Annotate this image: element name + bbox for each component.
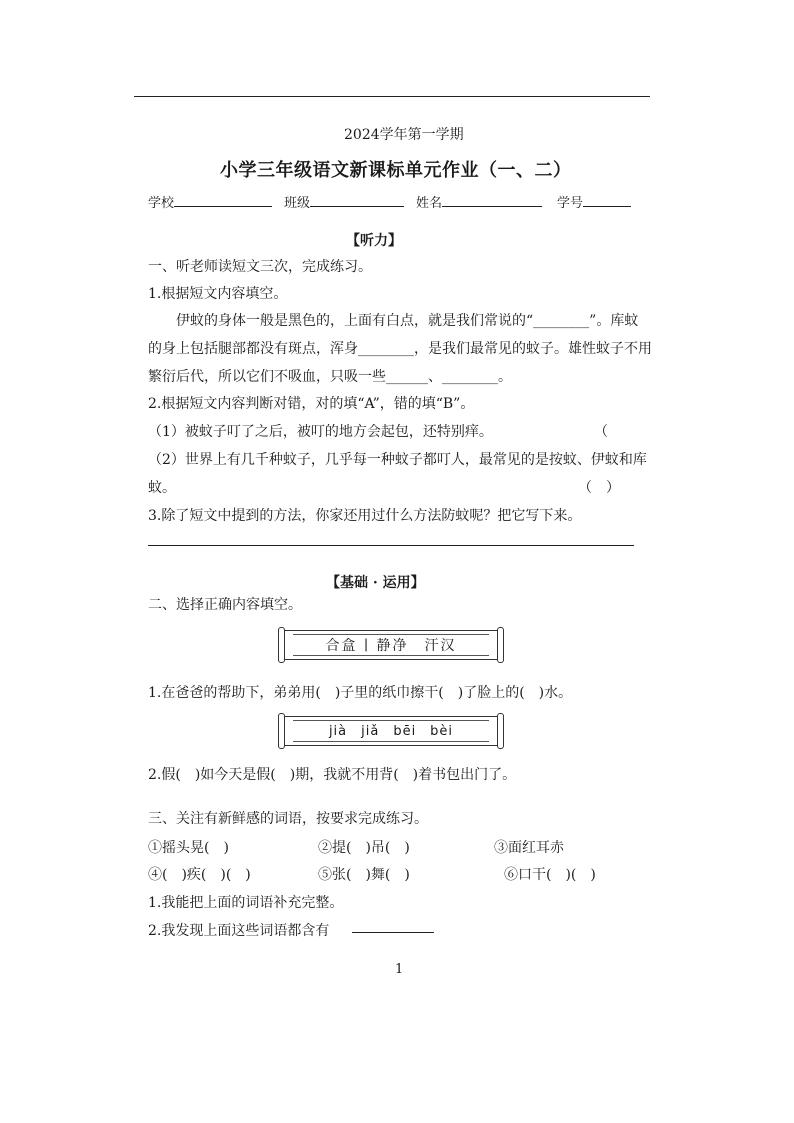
part3-item-4: ④( )疾( )( ) xyxy=(148,867,251,883)
part3-item-6: ⑥口干( )( ) xyxy=(504,867,596,883)
info-field-name xyxy=(416,192,542,211)
part3-instruction: 三、关注有新鲜感的词语，按要求完成练习。 xyxy=(148,811,428,827)
info-field-number-label: 学号 xyxy=(557,196,584,211)
word-choice-box-1-text: 合盒 ∣ 静净 汗汉 xyxy=(325,638,457,654)
pinyin-choice-box-inner xyxy=(293,720,489,742)
word-choice-box-1-inner xyxy=(293,634,489,656)
listening-q2-title: 2.根据短文内容判断对错，对的填“A”，错的填“B”。 xyxy=(148,396,475,412)
part2-question-1: 1.在爸爸的帮助下，弟弟用( )子里的纸巾擦干( )了脸上的( )水。 xyxy=(148,685,573,701)
part3-item-5: ⑤张( )舞( ) xyxy=(318,867,410,883)
listening-q2-item-1: （1）被蚊子叮了之后，被叮的地方会起包，还特别痒。 xyxy=(148,424,493,440)
listening-instruction: 一、听老师读短文三次，完成练习。 xyxy=(148,259,372,275)
listening-q1-title: 1.根据短文内容填空。 xyxy=(148,286,288,302)
part3-question-1: 1.我能把上面的词语补充完整。 xyxy=(148,895,344,911)
top-rule xyxy=(134,96,650,97)
listening-q3-title: 3.除了短文中提到的方法，你家还用过什么方法防蚊呢？把它写下来。 xyxy=(148,508,582,524)
passage-line-2: 的身上包括腿部都没有斑点，浑身________，是我们最常见的蚊子。雄性蚊子不用 xyxy=(148,341,652,357)
term-label: 2024学年第一学期 xyxy=(344,127,464,143)
number-input[interactable] xyxy=(583,194,631,207)
info-field-class-label: 班级 xyxy=(284,196,311,211)
part3-item-2: ②提( )吊( ) xyxy=(318,840,410,856)
school-input[interactable] xyxy=(174,194,272,207)
part2-question-2: 2.假( )如今天是假( )期，我就不用背( )着书包出门了。 xyxy=(148,767,517,783)
part3-item-1: ①摇头晃( ) xyxy=(148,840,229,856)
pinyin-choice-box-text: jià jiǎ bēi bèi xyxy=(328,724,454,739)
q3-answer-line[interactable] xyxy=(148,545,634,546)
part3-question-2: 2.我发现上面这些词语都含有 xyxy=(148,923,330,939)
part3-item-3: ③面红耳赤 xyxy=(494,840,564,856)
name-input[interactable] xyxy=(442,194,542,207)
passage-line-3: 繁衍后代，所以它们不吸血，只吸一些______、________。 xyxy=(148,369,512,385)
info-field-school-label: 学校 xyxy=(148,196,175,211)
listening-section-title: 【听力】 xyxy=(346,233,402,249)
part3-q2-answer-line[interactable] xyxy=(352,932,434,933)
info-field-name-label: 姓名 xyxy=(416,196,443,211)
info-field-school xyxy=(148,192,272,211)
basics-section-title: 【基础 · 运用】 xyxy=(326,575,425,591)
info-field-number xyxy=(557,192,631,211)
info-field-class xyxy=(284,192,404,211)
word-choice-box-1 xyxy=(282,630,500,660)
listening-q2-item-2-line-1: （2）世界上有几千种蚊子，几乎每一种蚊子都叮人，最常见的是按蚊、伊蚊和库 xyxy=(148,452,647,468)
class-input[interactable] xyxy=(310,194,404,207)
page-title: 小学三年级语文新课标单元作业（一、二） xyxy=(220,160,572,181)
q2-item-2-answer-paren[interactable]: （ ） xyxy=(578,480,620,496)
pinyin-choice-box xyxy=(282,716,500,746)
page-number: 1 xyxy=(395,962,404,977)
part2-instruction: 二、选择正确内容填空。 xyxy=(148,597,302,613)
passage-line-1: 伊蚊的身体一般是黑色的，上面有白点，就是我们常说的“________”。库蚊 xyxy=(176,313,639,329)
q2-item-1-answer-paren[interactable]: （ xyxy=(594,424,608,440)
listening-q2-item-2-line-2: 蚊。 xyxy=(148,480,176,496)
